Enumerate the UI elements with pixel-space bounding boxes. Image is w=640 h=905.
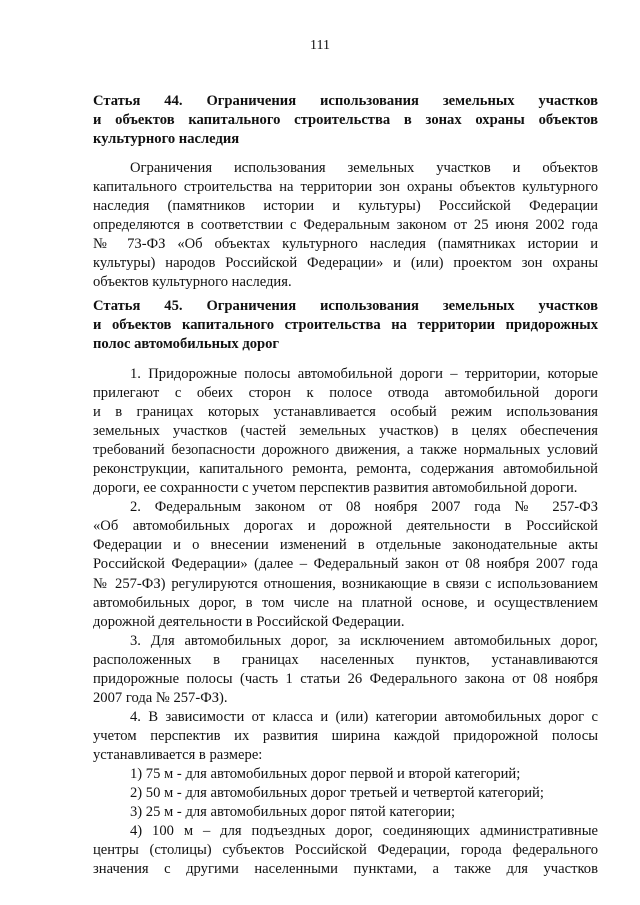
text-line: центры (столицы) субъектов Российской Федерации, города федерального [93, 842, 598, 859]
text-line: устанавливается в размере: [93, 746, 263, 763]
text-line: значения с другими населенными пунктами, а также для участков [93, 861, 598, 878]
text-line: 4) 100 м – для подъездных дорог, соединяющих административные [130, 823, 598, 840]
text-line: № 73-ФЗ «Об объектах культурного наследия (памятниках истории и [93, 236, 598, 253]
text-line: 4. В зависимости от класса и (или) категории автомобильных дорог с [130, 708, 598, 725]
text-line: наследия (памятников истории и культуры) Российской Федерации [93, 198, 598, 215]
text-line: «Об автомобильных дорогах и дорожной деятельности в Российской [93, 518, 598, 535]
text-line: дорожной деятельности в Российской Федерации. [93, 613, 405, 630]
page-number: 111 [310, 38, 330, 53]
text-line: расположенных в границах населенных пунктов, устанавливаются [93, 651, 598, 668]
heading-line: полос автомобильных дорог [93, 336, 280, 352]
text-line: культуры) народов Российской Федерации» и (или) проектом зон охраны [93, 255, 598, 272]
text-line: придорожные полосы (часть 1 статьи 26 Федерального закона от 08 ноября [93, 670, 598, 687]
text-line: требований безопасности дорожного движения, а также нормальных условий [93, 442, 598, 459]
text-line: объектов культурного наследия. [93, 274, 292, 291]
heading-line: и объектов капитального строительства на территории придорожных [93, 317, 598, 333]
article-45-heading [93, 297, 598, 354]
heading-line: культурного наследия [93, 131, 240, 147]
text-line: 2007 года № 257-ФЗ). [93, 689, 228, 706]
text-line: 3. Для автомобильных дорог, за исключением автомобильных дорог, [130, 632, 598, 649]
list-item: 2) 50 м - для автомобильных дорог третьей и четвертой категорий; [130, 785, 544, 802]
text-line: капитального строительства на территории зон охраны объектов культурного [93, 179, 598, 196]
text-line: Федерации и о внесении изменений в отдельные законодательные акты [93, 537, 598, 554]
text-line: учетом перспектив их развития ширина каждой придорожной полосы [93, 727, 598, 744]
heading-line: и объектов капитального строительства в зонах охраны объектов [93, 112, 598, 128]
text-line: Ограничения использования земельных участков и объектов [130, 160, 598, 176]
text-line: автомобильных дорог, в том числе на платной основе, и осуществлением [93, 594, 598, 611]
text-line: и в границах которых устанавливается особый режим использования [93, 404, 598, 421]
list-item: 3) 25 м - для автомобильных дорог пятой категории; [130, 804, 456, 821]
heading-line: Статья 44. Ограничения использования земельных участков [93, 93, 598, 109]
list-item: 1) 75 м - для автомобильных дорог первой и второй категорий; [130, 765, 521, 782]
article-45-body [93, 365, 598, 879]
text-line: реконструкции, капитального ремонта, ремонта, содержания автомобильной [93, 461, 598, 478]
text-line: 2. Федеральным законом от 08 ноября 2007 года № 257-ФЗ [130, 499, 598, 516]
text-line: 1. Придорожные полосы автомобильной дороги – территории, которые [130, 366, 598, 382]
heading-line: Статья 45. Ограничения использования земельных участков [93, 298, 598, 314]
text-line: определяются в соответствии с Федеральным законом от 25 июня 2002 года [93, 217, 598, 234]
text-line: дороги, ее сохранности с учетом перспектив развития автомобильной дороги. [93, 480, 578, 497]
text-line: прилегают с обеих сторон к полосе отвода автомобильной дороги [93, 385, 598, 402]
text-line: Российской Федерации» (далее – Федеральный закон от 08 ноября 2007 года [93, 556, 598, 573]
article-44-paragraph [93, 159, 598, 292]
text-line: земельных участков (частей земельных участков) в целях обеспечения [93, 423, 598, 440]
article-44-heading [93, 92, 598, 149]
text-line: № 257-ФЗ) регулируются отношения, возникающие в связи с использованием [93, 575, 598, 592]
